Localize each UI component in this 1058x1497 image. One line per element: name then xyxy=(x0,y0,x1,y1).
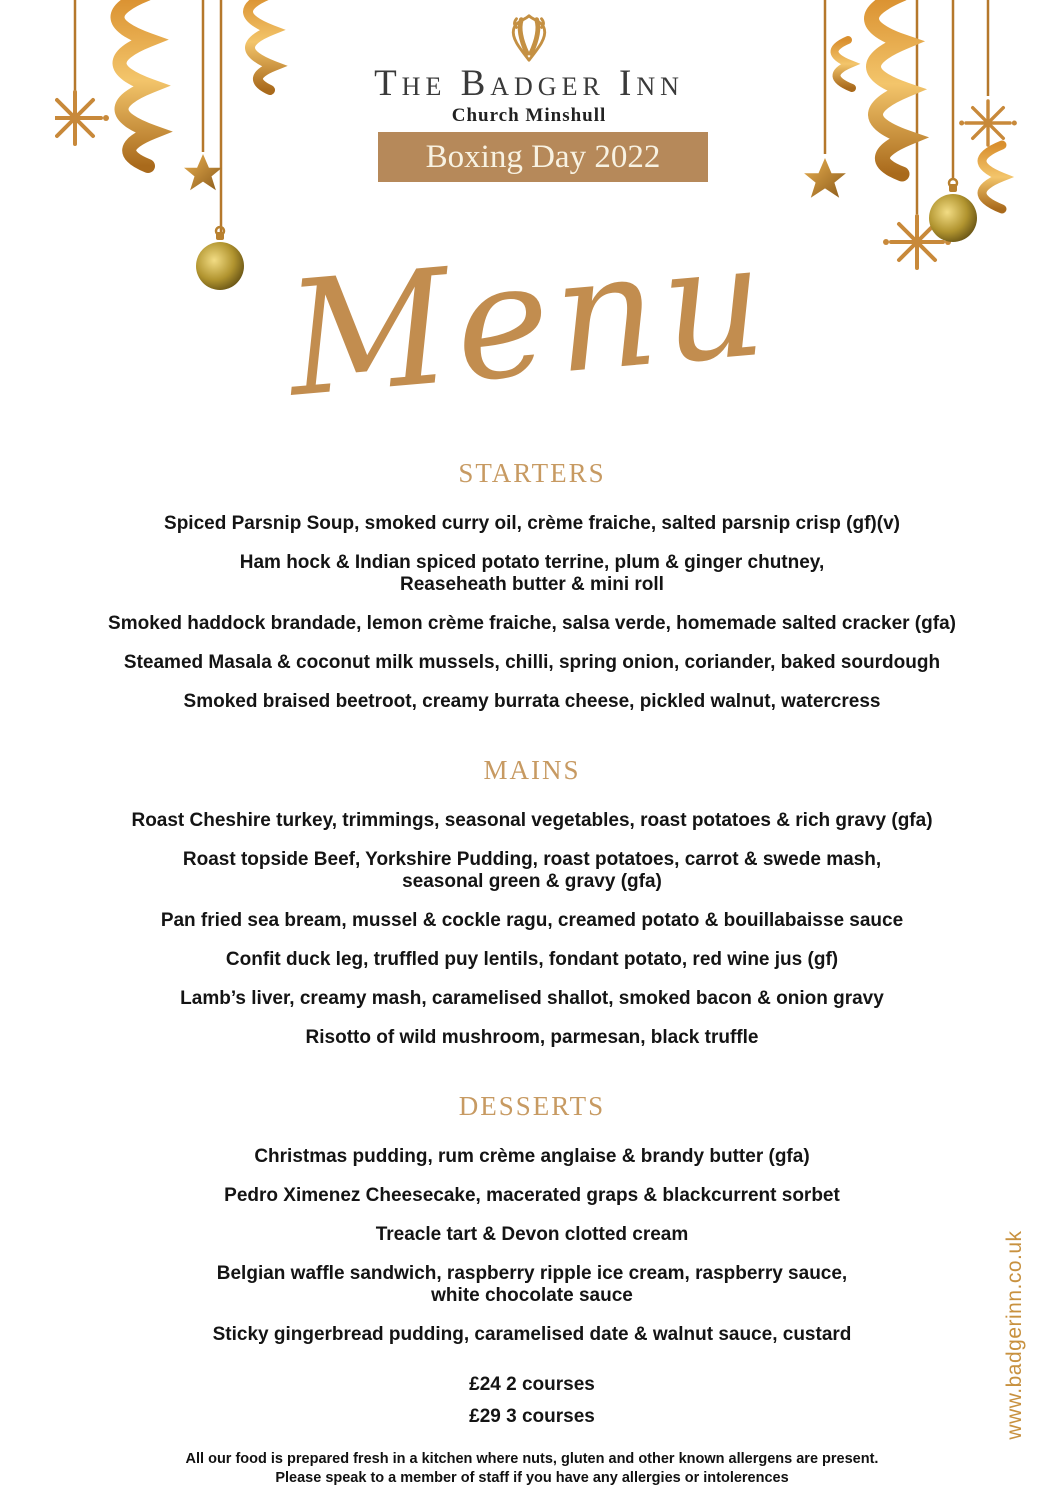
pricing xyxy=(42,1374,1022,1428)
menu-item xyxy=(42,652,1022,674)
menu-item xyxy=(42,910,1022,932)
menu-item xyxy=(42,552,1022,596)
menu-item-line: Ham hock & Indian spiced potato terrine, plum & ginger chutney, xyxy=(239,552,825,573)
menu-item-line: Belgian waffle sandwich, raspberry ripple ice cream, raspberry sauce, xyxy=(216,1263,848,1284)
menu-item-line: Risotto of wild mushroom, parmesan, black truffle xyxy=(305,1027,759,1048)
menu-item-line: seasonal green & gravy (gfa) xyxy=(402,871,662,892)
price-line: £29 3 courses xyxy=(469,1406,595,1427)
menu-item-line: Lamb’s liver, creamy mash, caramelised shallot, smoked bacon & onion gravy xyxy=(180,988,884,1009)
menu-item xyxy=(42,1027,1022,1049)
website-url: www.badgerinn.co.uk xyxy=(1003,1230,1026,1440)
menu-item xyxy=(42,691,1022,713)
menu-item-line: Sticky gingerbread pudding, caramelised date & walnut sauce, custard xyxy=(212,1324,852,1345)
menu-item-line: Roast Cheshire turkey, trimmings, seasonal vegetables, roast potatoes & rich gravy (gfa) xyxy=(131,810,933,831)
menu-item-line: Pedro Ximenez Cheesecake, macerated graps & blackcurrent sorbet xyxy=(224,1185,840,1206)
menu-sections xyxy=(42,458,1022,1346)
footer-line: All our food is prepared fresh in a kitchen where nuts, gluten and other known allergens are present. xyxy=(185,1451,879,1467)
header xyxy=(0,12,1058,127)
menu-item-line: Roast topside Beef, Yorkshire Pudding, roast potatoes, carrot & swede mash, xyxy=(182,849,882,870)
brand-location: Church Minshull xyxy=(451,104,607,126)
section-title-mains: MAINS xyxy=(483,755,581,785)
menu-item xyxy=(42,1263,1022,1307)
menu-item xyxy=(42,513,1022,535)
menu-item xyxy=(42,849,1022,893)
menu-item-line: Confit duck leg, truffled puy lentils, fondant potato, red wine jus (gf) xyxy=(225,949,839,970)
footer-line: Please speak to a member of staff if you have any allergies or intolerences xyxy=(275,1470,789,1486)
menu-item xyxy=(42,1185,1022,1207)
brand-name: The Badger Inn xyxy=(374,63,684,104)
event-banner: Boxing Day 2022 xyxy=(378,132,708,182)
menu-item xyxy=(42,1146,1022,1168)
menu-item xyxy=(42,1324,1022,1346)
menu-item-line: Pan fried sea bream, mussel & cockle ragu, creamed potato & bouillabaisse sauce xyxy=(160,910,904,931)
menu-item-line: Reaseheath butter & mini roll xyxy=(400,574,664,595)
badger-logo-icon xyxy=(503,12,555,64)
star-icon xyxy=(184,154,222,190)
section-title-desserts: DESSERTS xyxy=(458,1091,606,1121)
menu-item-line: Christmas pudding, rum crème anglaise & brandy butter (gfa) xyxy=(254,1146,810,1167)
menu-item xyxy=(42,1224,1022,1246)
menu-item-line: Smoked braised beetroot, creamy burrata cheese, pickled walnut, watercress xyxy=(183,691,881,712)
menu-item-line: Steamed Masala & coconut milk mussels, chilli, spring onion, coriander, baked sourdough xyxy=(123,652,941,673)
allergen-footer xyxy=(42,1450,1022,1488)
menu-item xyxy=(42,810,1022,832)
menu-script-title: Menu xyxy=(280,207,778,433)
menu-item-line: Spiced Parsnip Soup, smoked curry oil, crème fraiche, salted parsnip crisp (gf)(v) xyxy=(164,513,900,534)
price-line: £24 2 courses xyxy=(469,1374,595,1395)
menu-item xyxy=(42,949,1022,971)
menu-item-line: Smoked haddock brandade, lemon crème fraiche, salsa verde, homemade salted cracker (gfa) xyxy=(108,613,956,634)
menu-item-line: Treacle tart & Devon clotted cream xyxy=(375,1224,689,1245)
menu-item xyxy=(42,613,1022,635)
menu-item xyxy=(42,988,1022,1010)
menu-body xyxy=(42,458,1022,1488)
section-title-starters: STARTERS xyxy=(458,458,606,488)
menu-item-line: white chocolate sauce xyxy=(431,1285,633,1306)
